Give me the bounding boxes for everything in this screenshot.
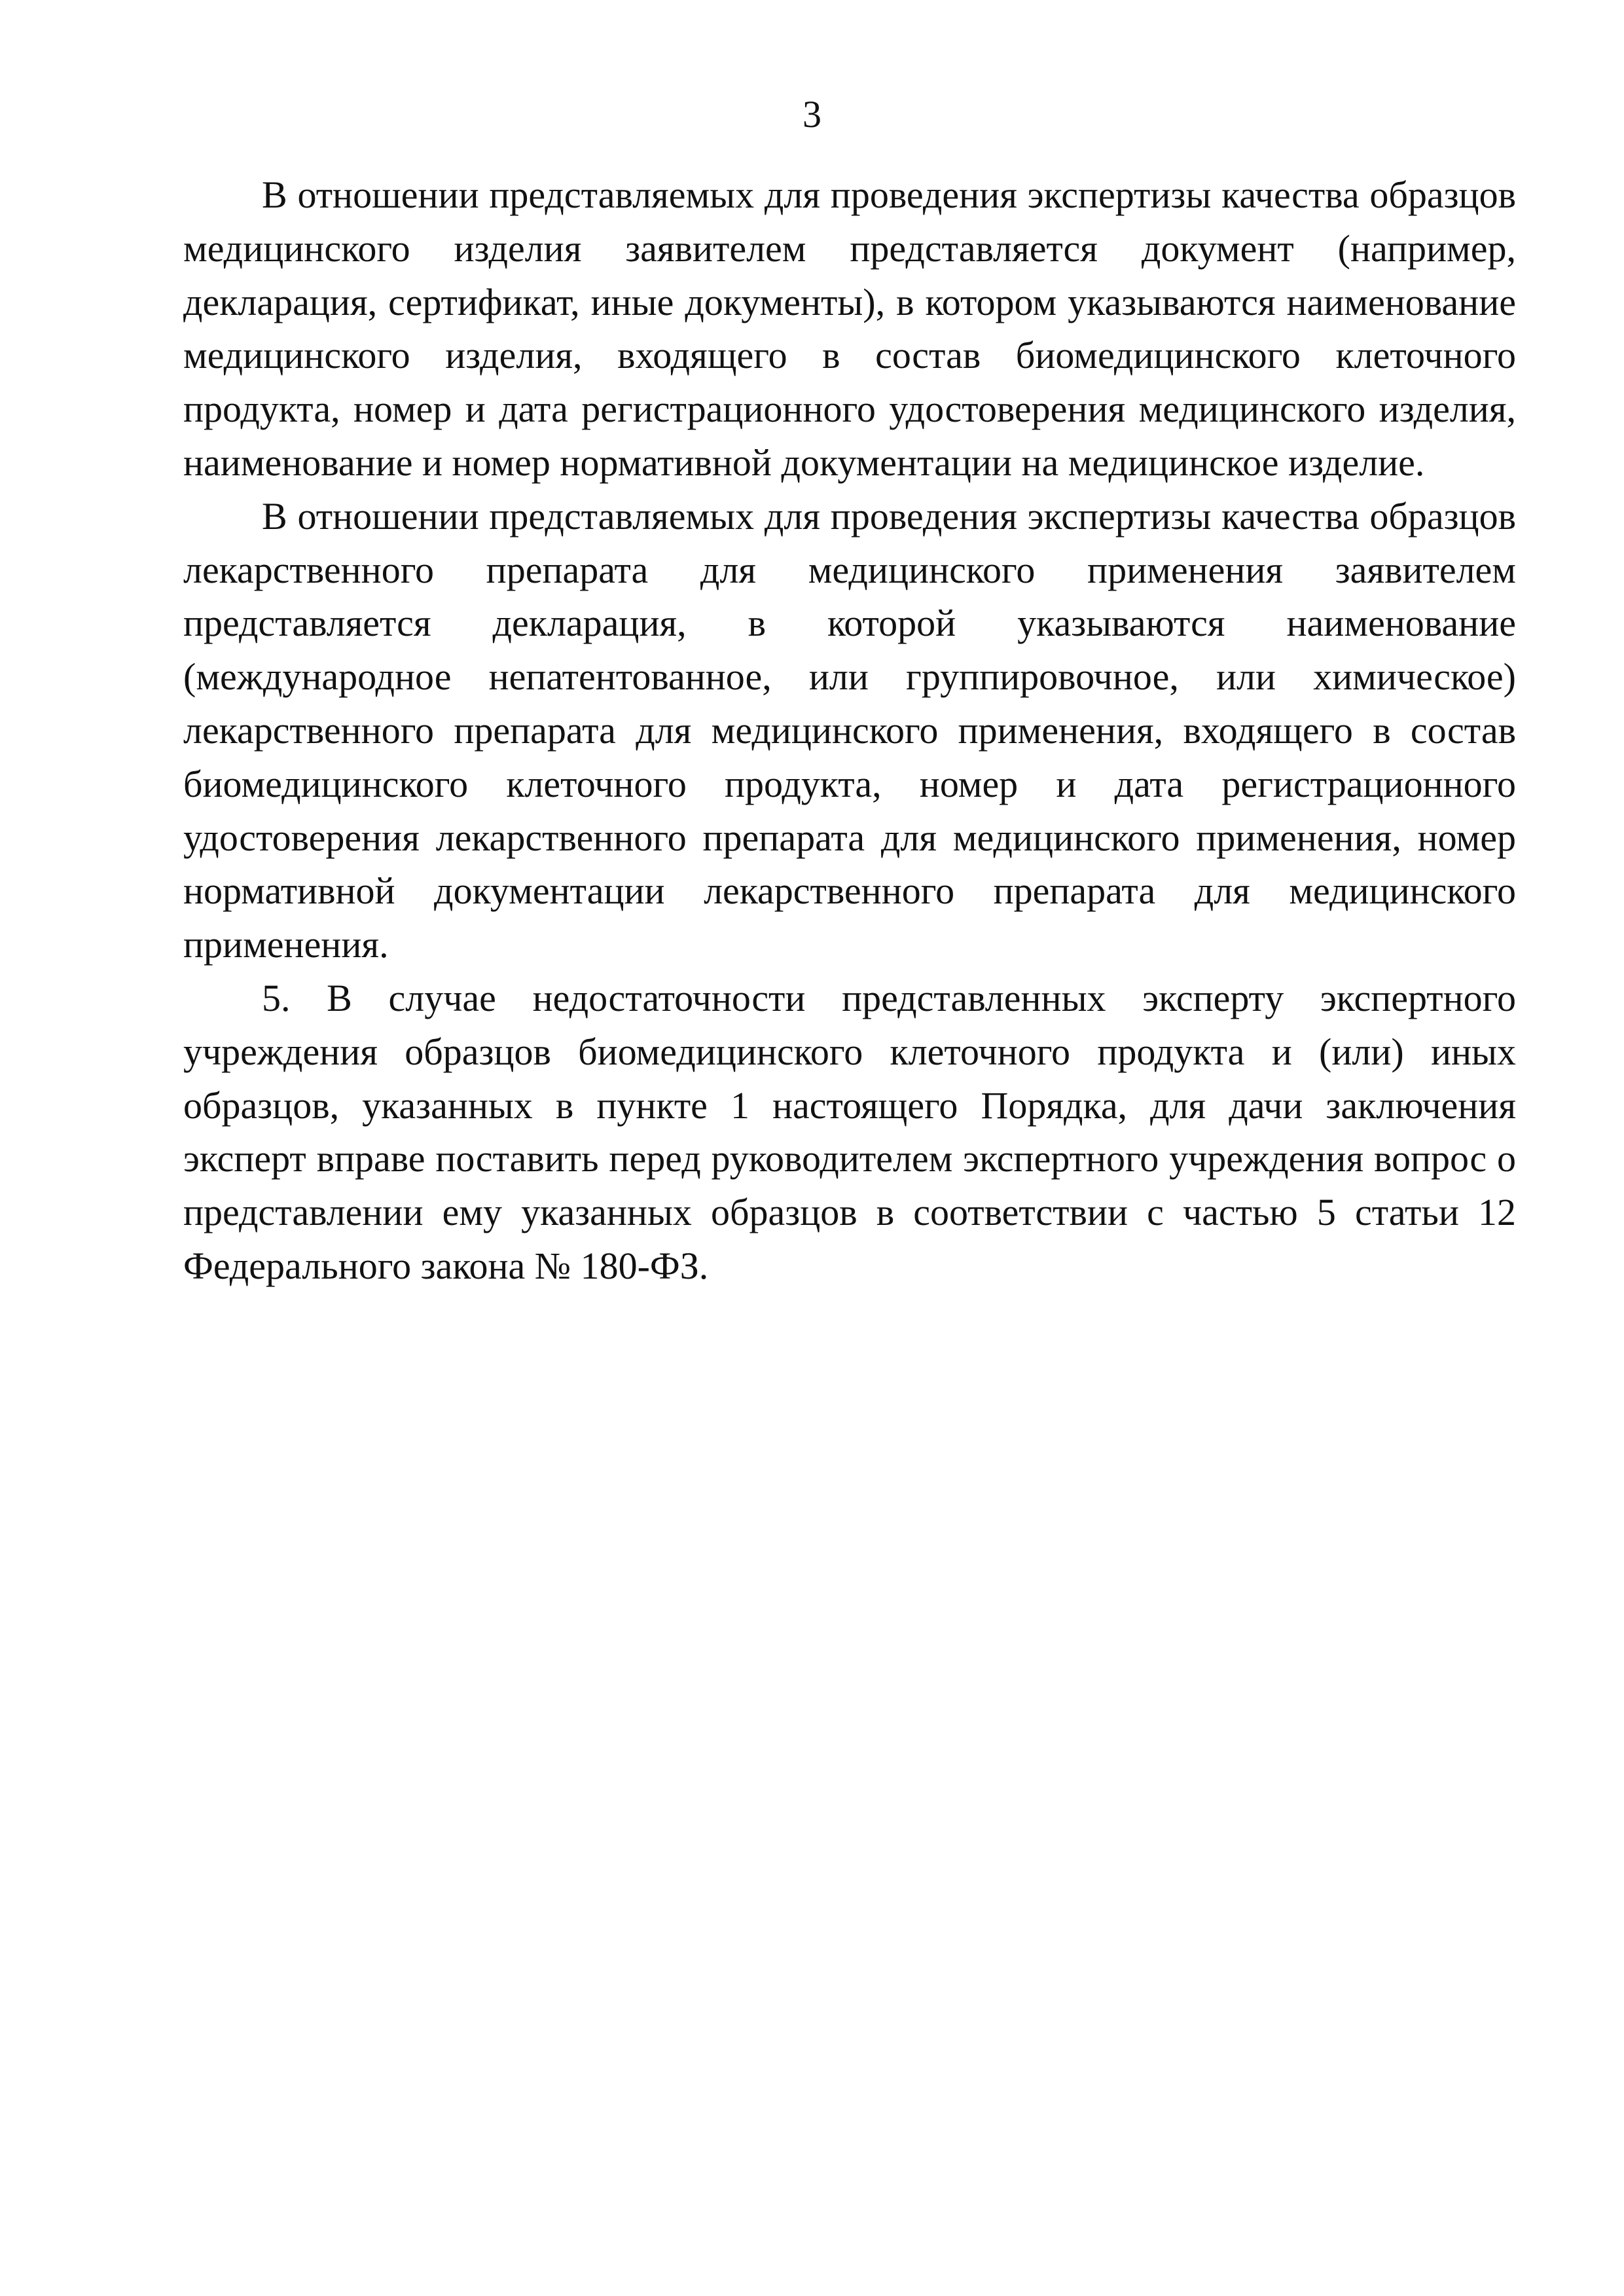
- paragraph-item-5-insufficient-samples: 5. В случае недостаточности представленных эксперту экспертного учреждения образцов биомедицинского клеточного продукта и (или) иных образцов, указанных в пункте 1 настоящего Порядка, для дачи заключения эксперт вправе поставить перед руководителем экспертного учреждения вопрос о представлении ему указанных образцов в соответствии с частью 5 статьи 12 Федерального закона № 180-ФЗ.: [183, 976, 1516, 1287]
- paragraph-medical-device-samples: В отношении представляемых для проведения экспертизы качества образцов медицинского изделия заявителем представляется документ (например, декларация, сертификат, иные документы), в котором указываются наименование медицинского изделия, входящего в состав биомедицинского клеточного продукта, номер и дата регистрационного удостоверения медицинского изделия, наименование и номер нормативной документации на медицинское изделие.: [183, 173, 1516, 484]
- page-number: 3: [803, 93, 821, 136]
- document-body: [183, 168, 1516, 1293]
- paragraph-medicinal-product-samples: В отношении представляемых для проведения экспертизы качества образцов лекарственного препарата для медицинского применения заявителем представляется декларация, в которой указываются наименование (международное непатентованное, или группировочное, или химическое) лекарственного препарата для медицинского применения, входящего в состав биомедицинского клеточного продукта, номер и дата регистрационного удостоверения лекарственного препарата для медицинского применения, номер нормативной документации лекарственного препарата для медицинского применения.: [183, 494, 1516, 966]
